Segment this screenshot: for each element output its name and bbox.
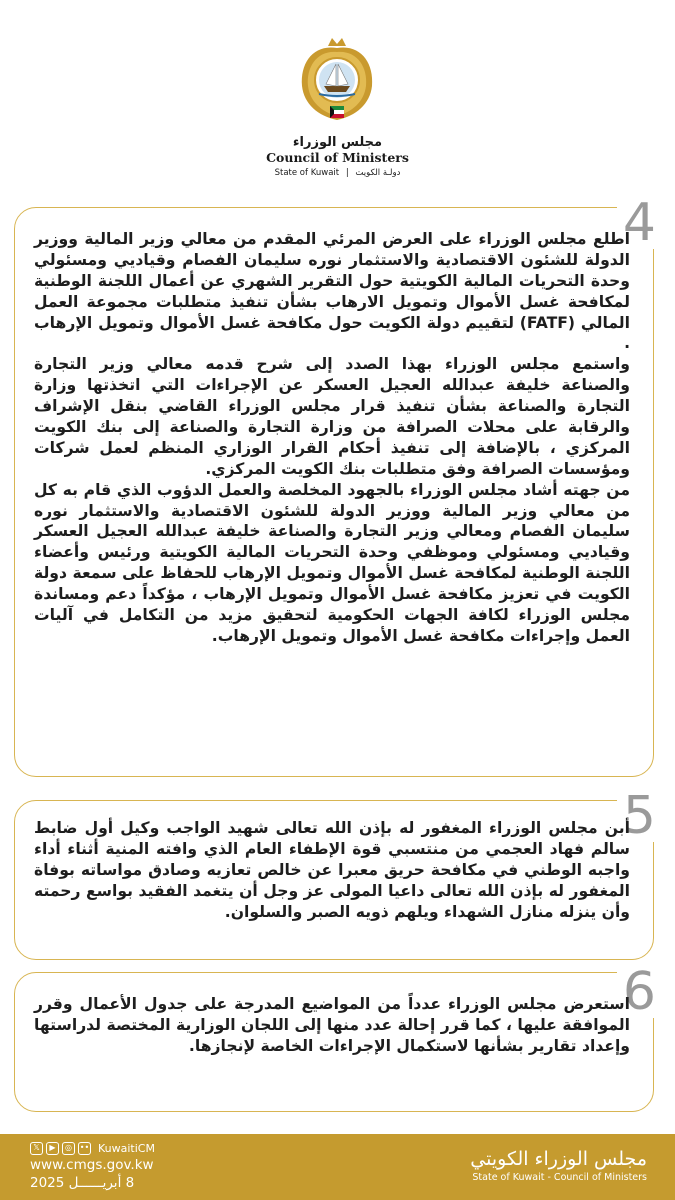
header-arabic-title: مجلس الوزراء bbox=[292, 135, 383, 150]
footer-branding bbox=[470, 1148, 647, 1183]
kuwait-emblem-icon bbox=[292, 34, 382, 134]
footer-english-subtitle: State of Kuwait - Council of Ministers bbox=[472, 1172, 647, 1183]
paragraph: أبن مجلس الوزراء المغفور له بإذن الله تعالى شهيد الواجب وكيل أول ضابط سالم فهاد العجمي من منتسبي قوة الإطفاء العام الذي وافته المنية أثناء أداء واجبه الوطني في مكافحة حريق معبرا عن خالص تعازيه وصادق مواساته بوفاة المغفور له بإذن الله تعالى داعيا المولى عز وجل أن يتغمد الفقيد بواسع رحمته وأن ينزله منازل الشهداء ويلهم ذويه الصبر والسلوان. bbox=[34, 819, 630, 921]
section-number: 5 bbox=[617, 790, 662, 842]
paragraph: استعرض مجلس الوزراء عدداً من المواضيع المدرجة على جدول الأعمال وقرر الموافقة عليها ، كما قرر إحالة عدد منها إلى اللجان الوزارية المختصة لدراستها وإعداد تقارير بشأنها لاستكمال الإجراءات الخاصة لإنجازها. bbox=[34, 995, 630, 1055]
section-5 bbox=[14, 786, 656, 960]
header-state-ar: دولـة الكويت bbox=[355, 168, 401, 178]
section-4 bbox=[14, 193, 656, 777]
social-handle[interactable]: KuwaitiCM bbox=[98, 1141, 155, 1155]
header-state-en: State of Kuwait bbox=[274, 168, 340, 178]
header-english-title: Council of Ministers bbox=[266, 150, 409, 165]
section-6 bbox=[14, 962, 656, 1112]
website-link[interactable]: www.cmgs.gov.kw bbox=[30, 1157, 154, 1173]
footer-bar bbox=[0, 1134, 675, 1200]
section-body bbox=[34, 818, 630, 922]
paragraph: اطلع مجلس الوزراء على العرض المرئي المقدم من معالي وزير المالية ووزير الدولة للشئون الاقتصادية والاستثمار نوره سليمان الفصام وقياديي ومسئولي وحدة التحريات المالية الكويتية حول التقرير الشهري عن أعمال اللجنة الوطنية لمكافحة غسل الأموال وتمويل الارهاب بشأن تنفيذ متطلبات مجموعة العمل المالي (FATF) لتقييم دولة الكويت حول مكافحة غسل الأموال وتمويل الإرهاب . bbox=[34, 230, 630, 353]
instagram-icon[interactable]: ◎ bbox=[62, 1142, 75, 1155]
flickr-icon[interactable]: •• bbox=[78, 1142, 91, 1155]
page-header bbox=[0, 0, 675, 200]
header-state-line bbox=[0, 168, 675, 178]
header-separator: | bbox=[345, 168, 349, 178]
paragraph: من جهته أشاد مجلس الوزراء بالجهود المخلصة والعمل الدؤوب الذي قام به كل من معالي وزير المالية ووزير الدولة للشئون الاقتصادية والاستثمار نوره سليمان الفصام ومعالي وزير التجارة والصناعة خليفة عبدالله العجيل العسكر وقياديي ومسئولي وموظفي وحدة التحريات المالية الكويتية ورئيس وأعضاء اللجنة الوطنية لمكافحة غسل الأموال وتمويل الإرهاب للحفاظ على سمعة دولة الكويت في تعزيز مكافحة غسل الأموال وتمويل الإرهاب ، مؤكداً دعم ومساندة مجلس الوزراء لكافة الجهات الحكومية لتحقيق مزيد من التكامل في آليات العمل وإجراءات مكافحة غسل الأموال وتمويل الإرهاب. bbox=[34, 480, 630, 645]
section-body bbox=[34, 229, 630, 647]
social-icons bbox=[30, 1140, 155, 1156]
section-number: 4 bbox=[617, 197, 662, 249]
paragraph: واستمع مجلس الوزراء بهذا الصدد إلى شرح قدمه معالي وزير التجارة والصناعة خليفة عبدالله العجيل العسكر عن الإجراءات التي اتخذتها وزارة التجارة والصناعة بشأن تنفيذ قرار مجلس الوزراء القاضي بنقل الإشراف والرقابة على محلات الصرافة من وزارة التجارة والصناعة إلى بنك الكويت المركزي ، بالإضافة إلى تنفيذ أحكام القرار الوزاري المنظم لعمل شركات ومؤسسات الصرافة وفق متطلبات بنك الكويت المركزي. bbox=[34, 355, 630, 478]
section-body bbox=[34, 994, 630, 1057]
youtube-icon[interactable]: ▶ bbox=[46, 1142, 59, 1155]
publication-date: 8 أبريــــــل 2025 bbox=[30, 1175, 135, 1191]
x-icon[interactable]: 𝕏 bbox=[30, 1142, 43, 1155]
section-number: 6 bbox=[617, 966, 662, 1018]
footer-contact bbox=[30, 1140, 155, 1191]
footer-arabic-title: مجلس الوزراء الكويتي bbox=[470, 1148, 647, 1170]
